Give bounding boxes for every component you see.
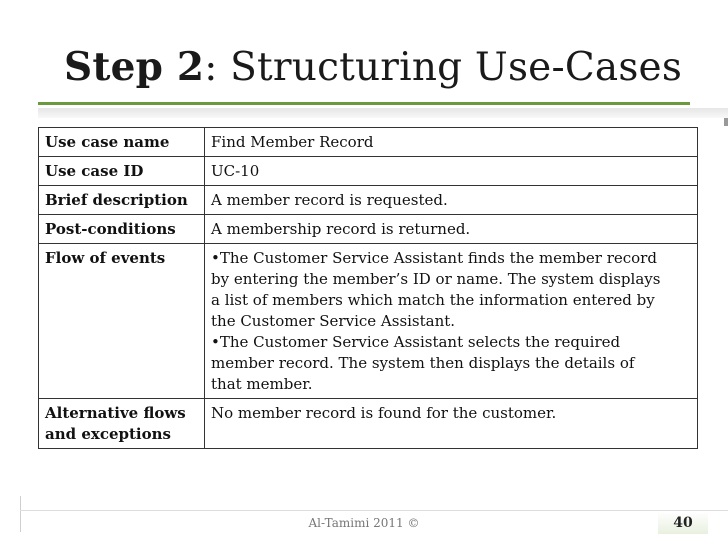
flow-line: •The Customer Service Assistant selects the required: [211, 333, 621, 351]
row-label: Use case ID: [39, 157, 205, 186]
row-value: A member record is requested.: [205, 186, 698, 215]
row-label: Brief description: [39, 186, 205, 215]
table-row: [39, 244, 698, 399]
row-label: Alternative flows and exceptions: [39, 399, 205, 449]
flow-of-events-cell: [205, 244, 698, 399]
title-underline: [38, 102, 690, 105]
flow-line: the Customer Service Assistant.: [211, 312, 456, 330]
table-row: [39, 215, 698, 244]
flow-line: a list of members which match the information entered by: [211, 291, 655, 309]
footer-credit: Al-Tamimi 2011 ©: [308, 516, 420, 530]
table-row: [39, 399, 698, 449]
slide-title-step: Step 2: [64, 44, 205, 90]
footer-divider: [20, 510, 728, 511]
row-value: No member record is found for the customer.: [205, 399, 698, 449]
title-shadow-bar: [38, 108, 728, 118]
edge-marker: [724, 118, 728, 126]
use-case-table: [38, 127, 698, 449]
flow-line: that member.: [211, 375, 313, 393]
row-value: Find Member Record: [205, 128, 698, 157]
table-row: [39, 128, 698, 157]
row-value: A membership record is returned.: [205, 215, 698, 244]
table-row: [39, 186, 698, 215]
slide-title: [64, 44, 682, 90]
row-value: UC-10: [205, 157, 698, 186]
row-label: Flow of events: [39, 244, 205, 399]
row-label: Post-conditions: [39, 215, 205, 244]
flow-line: by entering the member’s ID or name. The system displays: [211, 270, 661, 288]
flow-line: •The Customer Service Assistant finds the member record: [211, 249, 657, 267]
flow-line: member record. The system then displays the details of: [211, 354, 635, 372]
page-number: 40: [658, 512, 708, 534]
slide-title-rest: : Structuring Use-Cases: [204, 45, 683, 90]
row-label: Use case name: [39, 128, 205, 157]
table-row: [39, 157, 698, 186]
